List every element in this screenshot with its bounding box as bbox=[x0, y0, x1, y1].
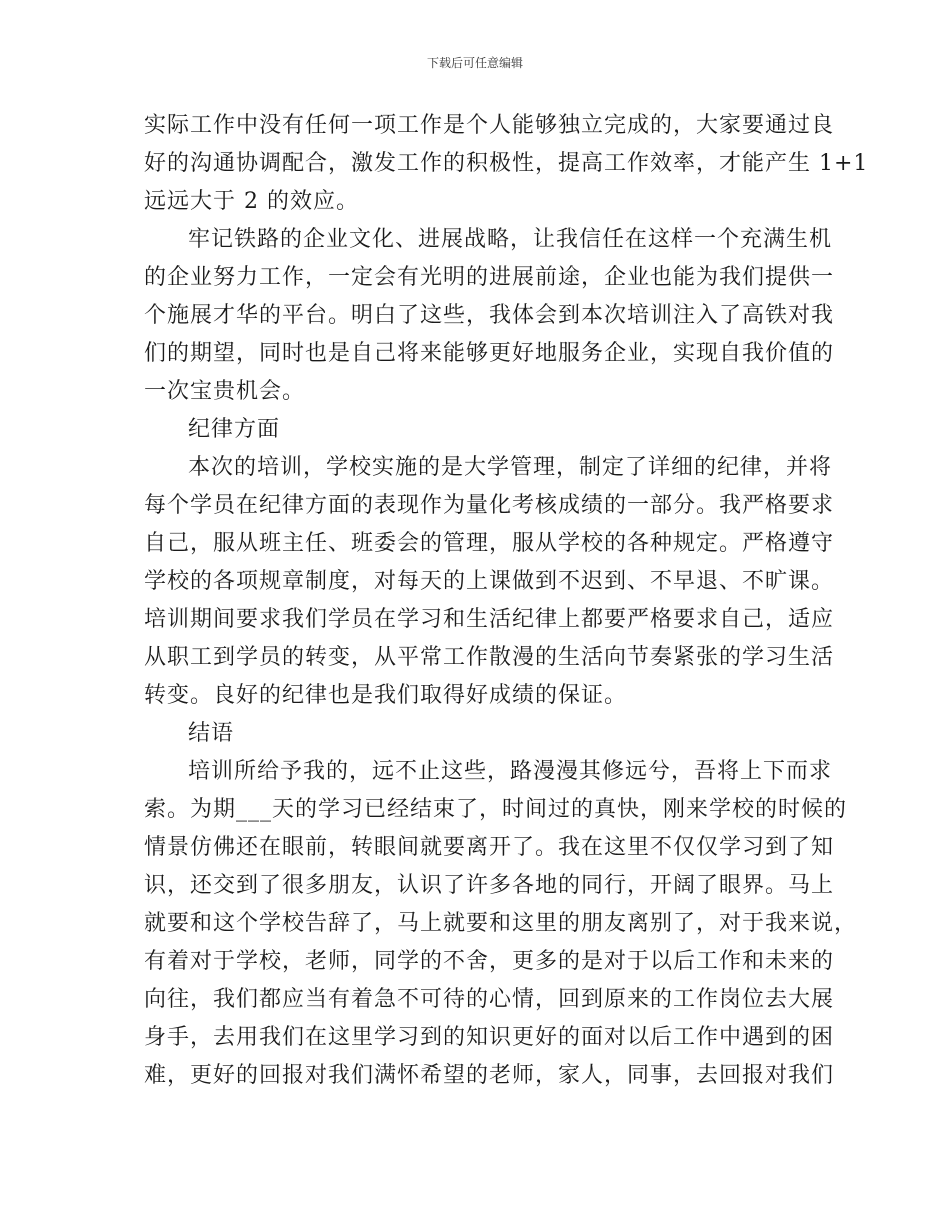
page-header: 下载后可任意编辑 bbox=[426, 56, 523, 70]
text-line: 识，还交到了很多朋友，认识了许多各地的同行，开阔了眼界。马上 bbox=[144, 873, 835, 898]
text-line: 培训期间要求我们学员在学习和生活纪律上都要严格要求自己，适应 bbox=[144, 607, 835, 632]
text-line: 难，更好的回报对我们满怀希望的老师，家人，同事，去回报对我们 bbox=[144, 1063, 835, 1088]
text-line: 好的沟通协调配合，激发工作的积极性，提高工作效率，才能产生 1+1 bbox=[144, 151, 869, 176]
text-line: 自己，服从班主任、班委会的管理，服从学校的各种规定。严格遵守 bbox=[144, 531, 835, 556]
text-line: 培训所给予我的，远不止这些，路漫漫其修远兮，吾将上下而求 bbox=[188, 759, 833, 784]
text-line: 结语 bbox=[188, 721, 235, 746]
text-line: 索。为期___天的学习已经结束了，时间过的真快，刚来学校的时候的 bbox=[144, 797, 848, 822]
text-line: 们的期望，同时也是自己将来能够更好地服务企业，实现自我价值的 bbox=[144, 341, 835, 366]
text-line: 个施展才华的平台。明白了这些，我体会到本次培训注入了高铁对我 bbox=[144, 303, 835, 328]
text-line: 纪律方面 bbox=[188, 417, 281, 442]
text-line: 本次的培训，学校实施的是大学管理，制定了详细的纪律，并将 bbox=[188, 455, 833, 480]
text-line: 向往，我们都应当有着急不可待的心情，回到原来的工作岗位去大展 bbox=[144, 987, 835, 1012]
text-line: 实际工作中没有任何一项工作是个人能够独立完成的，大家要通过良 bbox=[144, 113, 835, 138]
text-line: 从职工到学员的转变，从平常工作散漫的生活向节奏紧张的学习生活 bbox=[144, 645, 835, 670]
text-line: 每个学员在纪律方面的表现作为量化考核成绩的一部分。我严格要求 bbox=[144, 493, 835, 518]
text-line: 牢记铁路的企业文化、进展战略，让我信任在这样一个充满生机 bbox=[188, 227, 833, 252]
text-line: 就要和这个学校告辞了，马上就要和这里的朋友离别了，对于我来说， bbox=[144, 911, 858, 936]
text-line: 一次宝贵机会。 bbox=[144, 379, 306, 404]
text-line: 转变。良好的纪律也是我们取得好成绩的保证。 bbox=[144, 683, 628, 708]
text-line: 有着对于学校，老师，同学的不舍，更多的是对于以后工作和未来的 bbox=[144, 949, 835, 974]
text-line: 身手，去用我们在这里学习到的知识更好的面对以后工作中遇到的困 bbox=[144, 1025, 835, 1050]
text-line: 学校的各项规章制度，对每天的上课做到不迟到、不早退、不旷课。 bbox=[144, 569, 835, 594]
text-line: 情景仿佛还在眼前，转眼间就要离开了。我在这里不仅仅学习到了知 bbox=[144, 835, 835, 860]
document-body bbox=[144, 107, 869, 1095]
text-line: 的企业努力工作，一定会有光明的进展前途，企业也能为我们提供一 bbox=[144, 265, 835, 290]
text-line: 远远大于 2 的效应。 bbox=[144, 189, 359, 214]
